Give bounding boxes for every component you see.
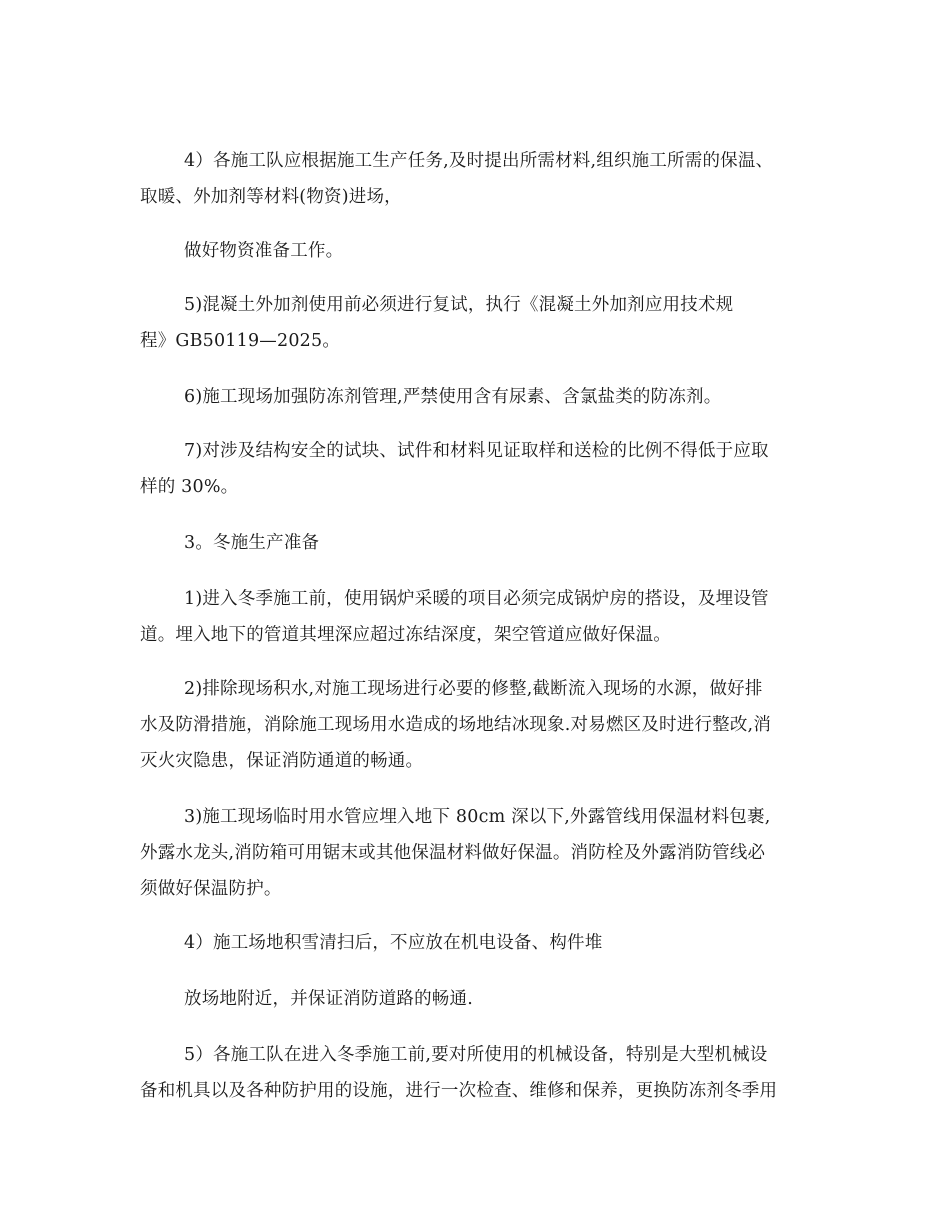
text-line: 4）施工场地积雪清扫后，不应放在机电设备、构件堆 bbox=[184, 933, 603, 953]
text-line: 灭火灾隐患，保证消防通道的畅通。 bbox=[140, 751, 424, 771]
text-line: 5）各施工队在进入冬季施工前,要对所使用的机械设备，特别是大型机械设 bbox=[184, 1045, 768, 1065]
text-line: 道。埋入地下的管道其埋深应超过冻结深度，架空管道应做好保温。 bbox=[140, 625, 671, 645]
text-line: 放场地附近，并保证消防道路的畅通. bbox=[184, 989, 473, 1009]
text-line: 6)施工现场加强防冻剂管理,严禁使用含有尿素、含氯盐类的防冻剂。 bbox=[184, 387, 722, 407]
text-line: 2)排除现场积水,对施工现场进行必要的修整,截断流入现场的水源，做好排 bbox=[184, 679, 763, 699]
text-line: 样的 30%。 bbox=[140, 477, 239, 497]
text-line: 须做好保温防护。 bbox=[140, 879, 282, 899]
text-line: 5)混凝土外加剂使用前必须进行复试，执行《混凝土外加剂应用技术规 bbox=[184, 295, 734, 315]
text-line: 做好物资准备工作。 bbox=[184, 241, 344, 261]
text-line: 水及防滑措施，消除施工现场用水造成的场地结冰现象.对易燃区及时进行整改,消 bbox=[140, 715, 772, 735]
text-line: 取暖、外加剂等材料(物资)进场， bbox=[140, 187, 402, 207]
text-line: 3。冬施生产准备 bbox=[184, 533, 320, 553]
text-line: 外露水龙头,消防箱可用锯末或其他保温材料做好保温。消防栓及外露消防管线必 bbox=[140, 843, 766, 863]
text-line: 程》GB50119—2025。 bbox=[140, 331, 341, 351]
text-line: 备和机具以及各种防护用的设施，进行一次检查、维修和保养，更换防冻剂冬季用 bbox=[140, 1081, 778, 1101]
text-line: 7)对涉及结构安全的试块、试件和材料见证取样和送检的比例不得低于应取 bbox=[184, 441, 769, 461]
text-line: 1)进入冬季施工前，使用锅炉采暖的项目必须完成锅炉房的搭设，及埋设管 bbox=[184, 589, 769, 609]
text-line: 4）各施工队应根据施工生产任务,及时提出所需材料,组织施工所需的保温、 bbox=[184, 151, 774, 171]
text-line: 3)施工现场临时用水管应埋入地下 80cm 深以下,外露管线用保温材料包裹, bbox=[184, 807, 771, 827]
